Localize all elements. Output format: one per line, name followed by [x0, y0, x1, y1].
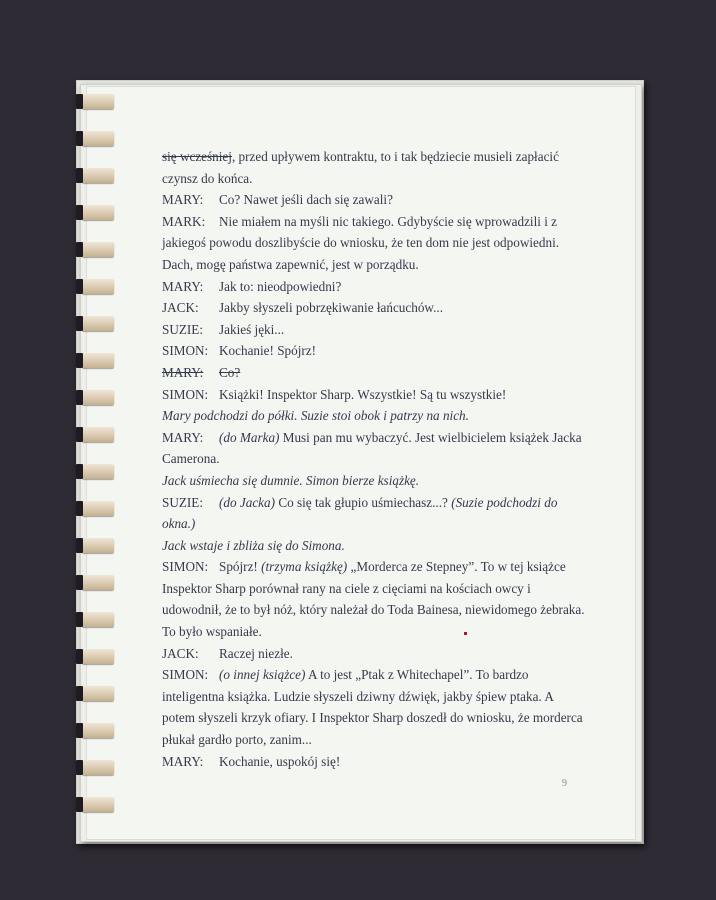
- dialogue-text: Co? Nawet jeśli dach się zawali?: [219, 192, 393, 208]
- binding-ring: [82, 427, 114, 442]
- stage-direction: Mary podchodzi do półki. Suzie stoi obok i patrzy na nich.: [162, 408, 469, 424]
- script-line: [162, 168, 562, 190]
- stage-direction: (Suzie podchodzi do: [451, 494, 558, 510]
- script-line: [162, 556, 566, 578]
- dialogue-text: płukał gardło porto, zanim...: [162, 732, 312, 748]
- binding-ring: [82, 316, 114, 331]
- script-line: [162, 254, 562, 276]
- script-line: [162, 470, 562, 492]
- script-line: [162, 340, 562, 362]
- script-line: [162, 232, 562, 254]
- speaker-name: SUZIE:: [162, 321, 204, 337]
- script-line: [162, 492, 562, 514]
- dialogue-text: Jak to: nieodpowiedni?: [219, 278, 342, 294]
- dialogue-text: inteligentna książka. Ludzie słyszeli dziwny dźwięk, jakby śpiew ptaka. A: [162, 688, 554, 704]
- script-line: [162, 405, 562, 427]
- script-line: [162, 729, 562, 751]
- script-line: [162, 643, 562, 665]
- script-body: [162, 146, 585, 772]
- speaker-name: SIMON:: [162, 386, 209, 402]
- dialogue-text: Kochanie! Spójrz!: [219, 343, 317, 359]
- dialogue-text: Spójrz!: [219, 559, 262, 575]
- binding-ring: [82, 279, 114, 294]
- dialogue-text: A to jest „Ptak z Whitechapel”. To bardzo: [305, 667, 529, 683]
- dialogue-text: Jakieś jęki...: [219, 321, 285, 337]
- stage-direction: (o innej książce): [219, 667, 306, 683]
- speaker-name: SIMON:: [162, 667, 209, 683]
- stage-direction: (do Marka): [219, 429, 280, 445]
- speaker-name: MARY:: [162, 278, 204, 294]
- binding-ring: [82, 94, 114, 109]
- dialogue-text: , przed upływem kontraktu, to i tak będziecie musieli zapłacić: [231, 149, 559, 164]
- script-line: [162, 513, 562, 535]
- binding-ring: [82, 649, 114, 664]
- speaker-name: SUZIE:: [162, 494, 204, 510]
- script-line: [162, 211, 562, 233]
- script-line: [162, 707, 583, 729]
- speaker-name: MARY:: [162, 364, 204, 380]
- dialogue-text: Dach, mogę państwa zapewnić, jest w porządku.: [162, 256, 419, 272]
- dialogue-text: czynsz do końca.: [162, 170, 253, 186]
- binding-ring: [82, 168, 114, 183]
- stage-direction: okna.): [162, 516, 196, 532]
- script-line: [162, 578, 562, 600]
- speaker-name: SIMON:: [162, 559, 209, 575]
- binding-ring: [82, 575, 114, 590]
- dialogue-text: Musi pan mu wybaczyć. Jest wielbicielem książek Jacka: [279, 429, 582, 445]
- binding-ring: [82, 131, 114, 146]
- dialogue-text: Kochanie, uspokój się!: [219, 753, 341, 769]
- script-line: [162, 599, 585, 621]
- binding-ring: [82, 686, 114, 701]
- stage-direction: (trzyma książkę): [261, 559, 348, 575]
- dialogue-text: Inspektor Sharp porównał rany na ciele z cięciami na kościach owcy i: [162, 580, 531, 596]
- speaker-name: MARY:: [162, 753, 204, 769]
- dialogue-text: Co?: [219, 364, 241, 380]
- dialogue-text: udowodnił, że to był nóż, który należał do Toda Bainesa, niewidomego żebraka.: [162, 602, 585, 618]
- dialogue-text: potem słyszeli krzyk ofiary. I Inspektor Sharp doszedł do wniosku, że morderca: [162, 710, 583, 726]
- script-line: [162, 686, 562, 708]
- dialogue-text: się wcześniej: [162, 149, 232, 164]
- dialogue-text: Co się tak głupio uśmiechasz...?: [275, 494, 452, 510]
- binding-ring: [82, 390, 114, 405]
- speaker-name: MARY:: [162, 429, 204, 445]
- dialogue-text: To było wspaniałe.: [162, 624, 262, 640]
- script-line: [162, 621, 562, 643]
- script-line: [162, 751, 562, 773]
- binding-ring: [82, 501, 114, 516]
- binding-ring: [82, 242, 114, 257]
- speaker-name: JACK:: [162, 300, 199, 316]
- script-line: [162, 146, 562, 168]
- dialogue-text: Nie miałem na myśli nic takiego. Gdybyście się wprowadzili i z: [219, 213, 558, 229]
- dialogue-text: Jakby słyszeli pobrzękiwanie łańcuchów...: [219, 300, 443, 316]
- dialogue-text: „Morderca ze Stepney”. To w tej książce: [347, 559, 566, 575]
- script-line: [162, 319, 562, 341]
- dialogue-text: Camerona.: [162, 451, 220, 467]
- page-number: 9: [562, 778, 567, 789]
- script-line: [162, 276, 562, 298]
- binding-ring: [82, 464, 114, 479]
- script-line: [162, 362, 562, 384]
- script-line: [162, 427, 582, 449]
- binding-ring: [82, 612, 114, 627]
- script-line: [162, 664, 562, 686]
- speaker-name: MARY:: [162, 192, 204, 208]
- script-line: [162, 297, 562, 319]
- speaker-name: SIMON:: [162, 343, 209, 359]
- stage-direction: Jack uśmiecha się dumnie. Simon bierze książkę.: [162, 472, 420, 488]
- binding-ring: [82, 538, 114, 553]
- dialogue-text: Książki! Inspektor Sharp. Wszystkie! Są tu wszystkie!: [219, 386, 507, 402]
- binding-ring: [82, 205, 114, 220]
- binding-ring: [82, 797, 114, 812]
- speaker-name: MARK:: [162, 213, 206, 229]
- script-line: [162, 535, 562, 557]
- speaker-name: JACK:: [162, 645, 199, 661]
- dialogue-text: jakiegoś powodu doszlibyście do wniosku, że ten dom nie jest odpowiedni.: [162, 235, 560, 251]
- script-line: [162, 189, 562, 211]
- ink-dot: [464, 632, 467, 635]
- comb-binding: [74, 88, 118, 840]
- binding-ring: [82, 760, 114, 775]
- binding-ring: [82, 353, 114, 368]
- stage-direction: Jack wstaje i zbliża się do Simona.: [162, 537, 345, 553]
- dialogue-text: Raczej niezłe.: [219, 645, 293, 661]
- binding-ring: [82, 723, 114, 738]
- stage-direction: (do Jacka): [219, 494, 276, 510]
- script-line: [162, 448, 562, 470]
- script-line: [162, 384, 562, 406]
